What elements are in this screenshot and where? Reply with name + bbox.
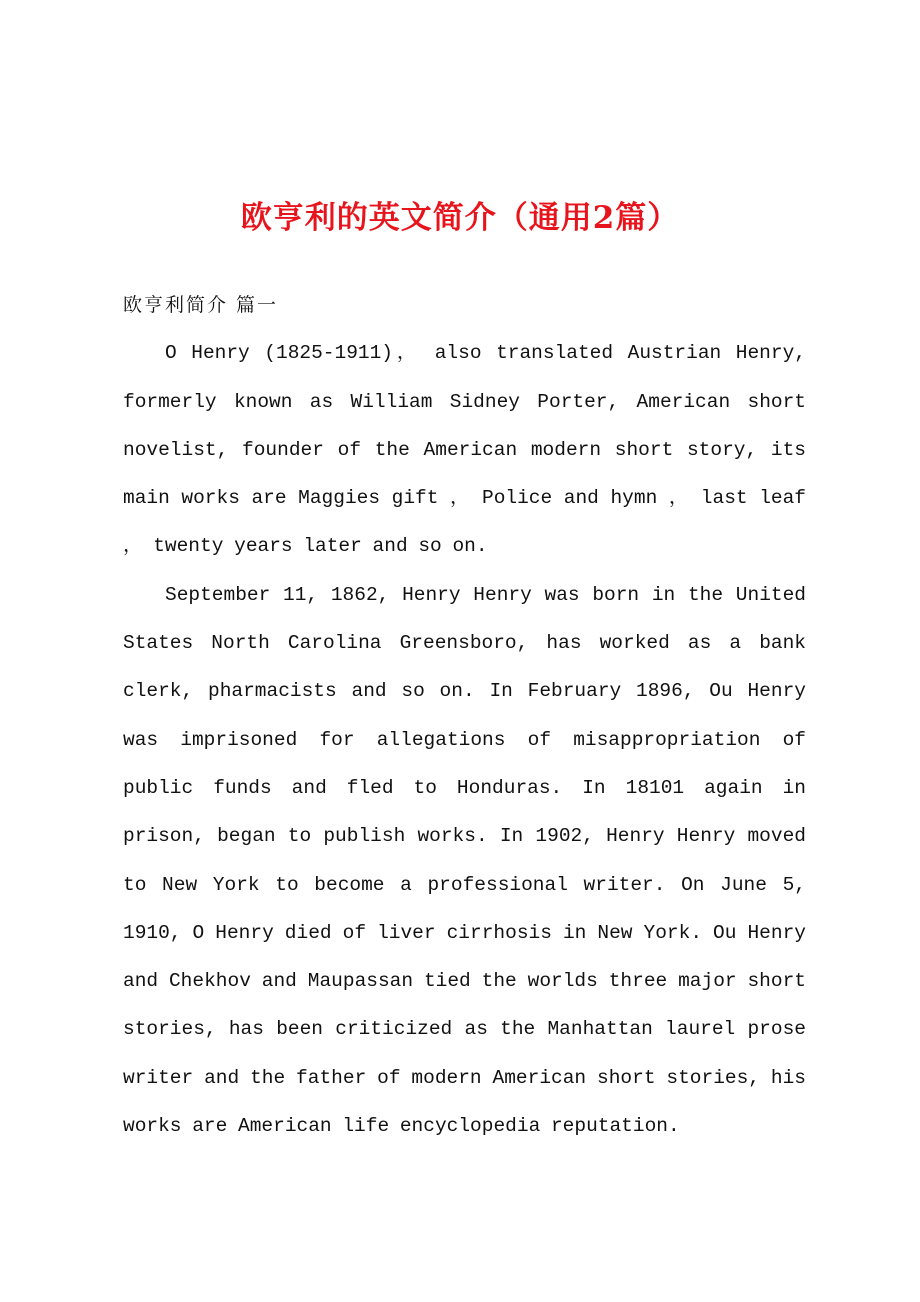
paragraph-intro: O Henry (1825-1911)， also translated Austrian Henry, formerly known as William Sidney Porter, American short novelist, founder of the American modern short story, its main works are Maggies gift ， Police and hymn ， last leaf ， twenty years later and so on.	[123, 342, 806, 558]
document-body	[123, 281, 806, 1150]
section-heading: 欧亨利简介 篇一	[123, 294, 279, 316]
paragraph-biography: September 11, 1862, Henry Henry was born in the United States North Carolina Greensboro, has worked as a bank clerk, pharmacists and so on. In February 1896, Ou Henry was imprisoned for allegations of misappropriation of public funds and fled to Honduras. In 18101 again in prison, began to publish works. In 1902, Henry Henry moved to New York to become a professional writer. On June 5, 1910, O Henry died of liver cirrhosis in New York. Ou Henry and Chekhov and Maupassan tied the worlds three major short stories, has been criticized as the Manhattan laurel prose writer and the father of modern American short stories, his works are American life encyclopedia reputation.	[123, 583, 806, 1138]
document-title: 欧亨利的英文简介（通用2篇）	[240, 200, 680, 236]
